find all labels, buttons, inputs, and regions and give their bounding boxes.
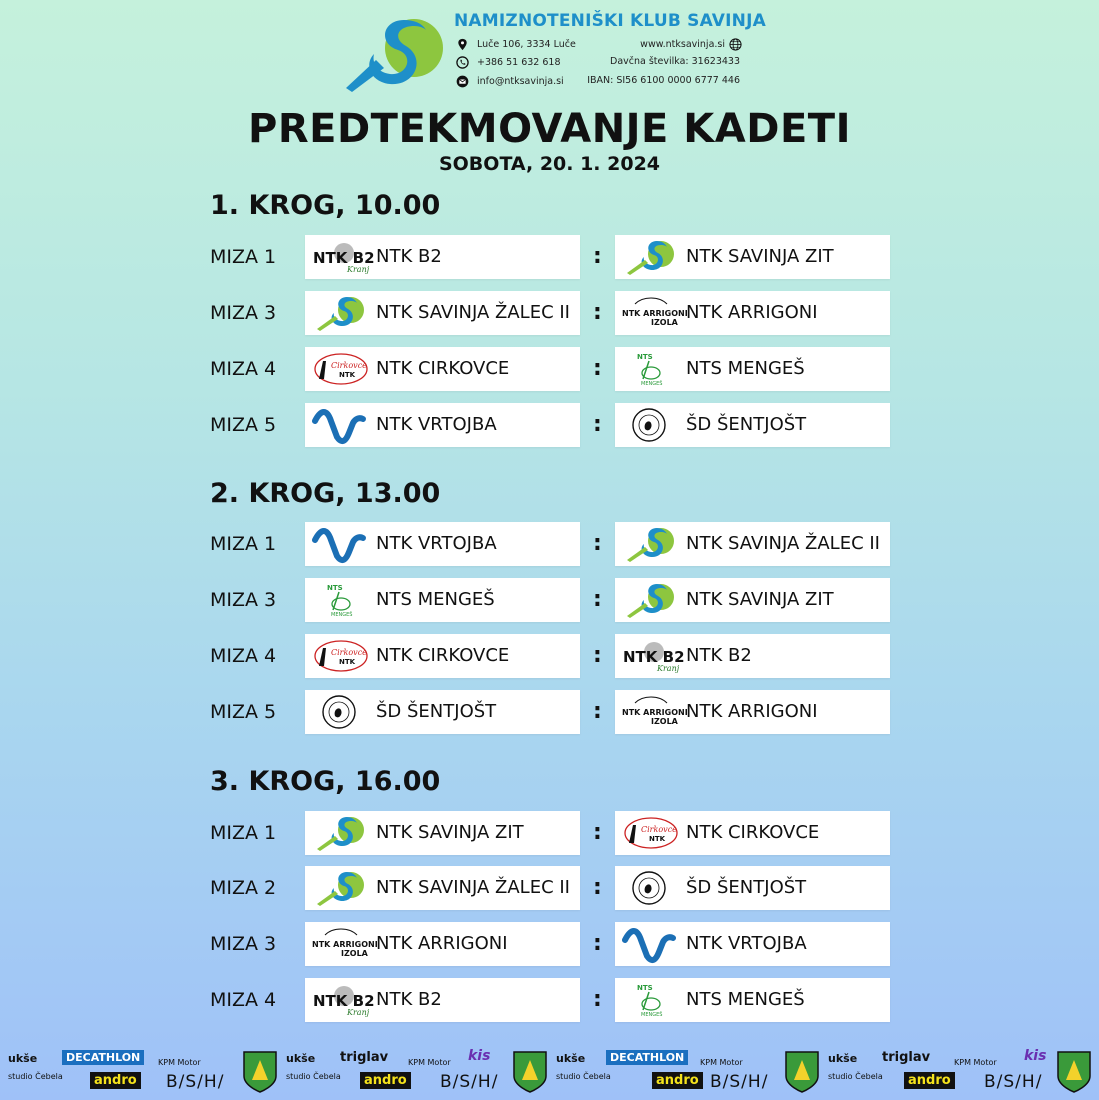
phone-text: +386 51 632 618 [477,57,561,68]
svg-text:NTK ARRIGONI: NTK ARRIGONI [622,708,688,717]
svg-text:NTK ARRIGONI: NTK ARRIGONI [622,309,688,318]
home-team-name: NTK SAVINJA ŽALEC II [376,877,570,898]
table-label: MIZA 1 [210,822,277,844]
savinja-club-logo [342,14,442,94]
away-team [615,522,890,566]
match-row [0,634,1099,680]
page-subtitle: SOBOTA, 20. 1. 2024 [438,153,661,175]
table-label: MIZA 3 [210,933,277,955]
away-team-name: NTK CIRKOVCE [686,822,820,843]
kis-sponsor: kis [468,1048,491,1064]
home-team-name: NTK B2 [376,989,442,1010]
svg-text:NTK B2: NTK B2 [313,992,375,1010]
home-team [305,235,580,279]
match-row [0,690,1099,736]
phone-line [456,56,561,69]
home-team [305,347,580,391]
vrtojba-logo [311,407,367,443]
table-label: MIZA 4 [210,645,277,667]
table-label: MIZA 3 [210,302,277,324]
svg-text:NTK ARRIGONI: NTK ARRIGONI [312,940,378,949]
address-line [456,38,576,51]
svg-text:NTK B2: NTK B2 [623,648,685,666]
home-team [305,922,580,966]
location-pin-icon [456,38,469,51]
lukse-sponsor: ukše [828,1052,858,1065]
match-row [0,811,1099,857]
svg-text:Cirkovce: Cirkovce [641,825,677,834]
coat-of-arms-icon [242,1050,278,1094]
svg-text:NTS: NTS [327,584,343,592]
andro-sponsor: andro [904,1072,955,1089]
club-name: NAMIZNOTENIŠKI KLUB SAVINJA [454,11,766,31]
match-row [0,866,1099,912]
bsh-sponsor: B/S/H/ [440,1072,499,1092]
sponsor-strip [0,1048,1099,1098]
match-row [0,347,1099,393]
iban-text: IBAN: SI56 6100 0000 6777 446 [587,75,740,86]
home-team [305,690,580,734]
tax-line [560,56,740,67]
vs-separator: : [593,643,602,668]
triglav-sponsor: triglav [340,1050,389,1065]
away-team-name: NTS MENGEŠ [686,989,805,1010]
studio-sponsor: studio Čebela [8,1072,63,1081]
bsh-sponsor: B/S/H/ [166,1072,225,1092]
svg-text:IZOLA: IZOLA [651,717,678,726]
vs-separator: : [593,820,602,845]
home-team [305,634,580,678]
home-team-name: NTS MENGEŠ [376,589,495,610]
table-label: MIZA 5 [210,414,277,436]
away-team [615,634,890,678]
home-team [305,578,580,622]
home-team [305,866,580,910]
away-team [615,347,890,391]
savinja-logo [311,295,367,331]
vs-separator: : [593,875,602,900]
table-label: MIZA 5 [210,701,277,723]
menges-logo [311,582,367,618]
svg-text:Kranj: Kranj [347,1008,370,1017]
svg-text:MENGEŠ: MENGEŠ [641,381,663,387]
away-team [615,235,890,279]
kpm-sponsor: KPM Motor [700,1058,743,1067]
away-team [615,978,890,1022]
away-team [615,403,890,447]
svg-text:IZOLA: IZOLA [651,318,678,327]
page-title: PREDTEKMOVANJE KADETI [248,106,851,152]
home-team-name: NTK CIRKOVCE [376,358,510,379]
table-label: MIZA 1 [210,533,277,555]
website-text: www.ntksavinja.si [640,39,725,50]
vs-separator: : [593,587,602,612]
bsh-sponsor: B/S/H/ [710,1072,769,1092]
away-team [615,811,890,855]
menges-logo [621,351,677,387]
round-title: 2. KROG, 13.00 [210,478,441,509]
match-row [0,291,1099,337]
away-team-name: ŠD ŠENTJOŠT [686,414,807,435]
kpm-sponsor: KPM Motor [954,1058,997,1067]
home-team-name: NTK VRTOJBA [376,533,497,554]
vs-separator: : [593,987,602,1012]
svg-text:NTS: NTS [637,984,653,992]
arrigoni-logo [621,295,688,331]
andro-sponsor: andro [90,1072,141,1089]
studio-sponsor: studio Čebela [556,1072,611,1081]
home-team-name: NTK VRTOJBA [376,414,497,435]
svg-text:Cirkovce: Cirkovce [331,648,367,657]
email-icon [456,75,469,88]
kpm-sponsor: KPM Motor [408,1058,451,1067]
andro-sponsor: andro [652,1072,703,1089]
home-team [305,522,580,566]
website-line [560,38,742,51]
away-team [615,291,890,335]
svg-text:MENGEŠ: MENGEŠ [641,1012,663,1018]
away-team [615,578,890,622]
savinja-logo [621,526,677,562]
phone-icon [456,56,469,69]
savinja-logo [621,582,677,618]
coat-of-arms-icon [784,1050,820,1094]
sentjost-logo [621,407,677,443]
svg-text:NTK: NTK [339,658,356,666]
svg-text:IZOLA: IZOLA [341,949,368,958]
lukse-sponsor: ukše [8,1052,38,1065]
email-text: info@ntksavinja.si [477,76,564,87]
arrigoni-logo [311,926,378,962]
away-team [615,866,890,910]
b2-logo [311,239,375,275]
svg-text:Cirkovce: Cirkovce [331,361,367,370]
away-team-name: NTK SAVINJA ZIT [686,246,834,267]
away-team-name: ŠD ŠENTJOŠT [686,877,807,898]
bsh-sponsor: B/S/H/ [984,1072,1043,1092]
svg-text:NTS: NTS [637,353,653,361]
savinja-logo [311,815,367,851]
match-row [0,403,1099,449]
away-team-name: NTK B2 [686,645,752,666]
round-title: 1. KROG, 10.00 [210,190,441,221]
match-row [0,978,1099,1024]
iban-line [560,75,740,86]
table-label: MIZA 3 [210,589,277,611]
andro-sponsor: andro [360,1072,411,1089]
svg-text:NTK: NTK [339,371,356,379]
coat-of-arms-icon [1056,1050,1092,1094]
home-team-name: NTK B2 [376,246,442,267]
kpm-sponsor: KPM Motor [158,1058,201,1067]
match-row [0,578,1099,624]
home-team [305,978,580,1022]
vs-separator: : [593,300,602,325]
table-label: MIZA 2 [210,877,277,899]
table-label: MIZA 1 [210,246,277,268]
vs-separator: : [593,699,602,724]
vs-separator: : [593,531,602,556]
coat-of-arms-icon [512,1050,548,1094]
lukse-sponsor: ukše [286,1052,316,1065]
address-text: Luče 106, 3334 Luče [477,39,576,50]
vrtojba-logo [311,526,367,562]
vrtojba-logo [621,926,677,962]
email-line [456,75,564,88]
match-row [0,922,1099,968]
b2-logo [621,638,685,674]
match-row [0,522,1099,568]
home-team-name: ŠD ŠENTJOŠT [376,701,497,722]
svg-text:NTK: NTK [649,835,666,843]
sentjost-logo [621,870,677,906]
b2-logo [311,982,375,1018]
away-team-name: NTK SAVINJA ŽALEC II [686,533,880,554]
away-team [615,690,890,734]
table-label: MIZA 4 [210,989,277,1011]
vs-separator: : [593,931,602,956]
cirkovce-logo [311,351,367,387]
vs-separator: : [593,412,602,437]
decathlon-sponsor: DECATHLON [606,1050,688,1065]
table-label: MIZA 4 [210,358,277,380]
decathlon-sponsor: DECATHLON [62,1050,144,1065]
arrigoni-logo [621,694,688,730]
away-team-name: NTK SAVINJA ZIT [686,589,834,610]
svg-text:MENGEŠ: MENGEŠ [331,612,353,618]
lukse-sponsor: ukše [556,1052,586,1065]
vs-separator: : [593,356,602,381]
savinja-logo [621,239,677,275]
svg-text:Kranj: Kranj [657,664,680,673]
away-team-name: NTK ARRIGONI [686,701,818,722]
match-row [0,235,1099,281]
studio-sponsor: studio Čebela [286,1072,341,1081]
studio-sponsor: studio Čebela [828,1072,883,1081]
away-team-name: NTK VRTOJBA [686,933,807,954]
home-team [305,811,580,855]
kis-sponsor: kis [1024,1048,1047,1064]
home-team [305,291,580,335]
home-team [305,403,580,447]
away-team-name: NTK ARRIGONI [686,302,818,323]
home-team-name: NTK CIRKOVCE [376,645,510,666]
triglav-sponsor: triglav [882,1050,931,1065]
away-team [615,922,890,966]
savinja-logo [311,870,367,906]
home-team-name: NTK SAVINJA ŽALEC II [376,302,570,323]
svg-text:NTK B2: NTK B2 [313,249,375,267]
tax-number-text: Davčna številka: 31623433 [610,56,740,67]
round-title: 3. KROG, 16.00 [210,766,441,797]
sentjost-logo [311,694,367,730]
away-team-name: NTS MENGEŠ [686,358,805,379]
home-team-name: NTK ARRIGONI [376,933,508,954]
home-team-name: NTK SAVINJA ZIT [376,822,524,843]
cirkovce-logo [311,638,367,674]
menges-logo [621,982,677,1018]
svg-text:Kranj: Kranj [347,265,370,274]
globe-icon [729,38,742,51]
cirkovce-logo [621,815,677,851]
vs-separator: : [593,244,602,269]
